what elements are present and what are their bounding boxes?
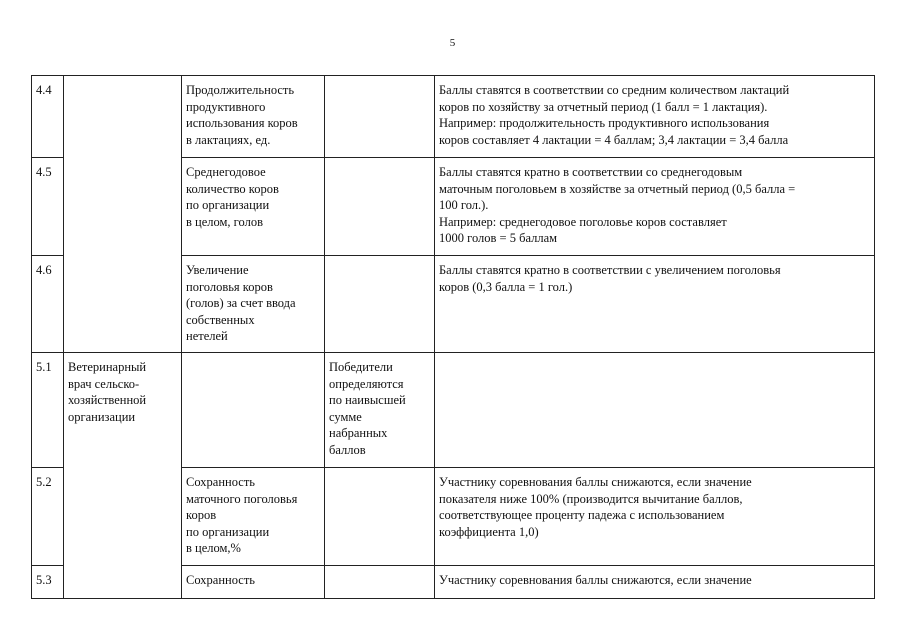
scoring-cell: Баллы ставятся кратно в соответствии с увеличением поголовья коров (0,3 балла = 1 гол.) xyxy=(435,256,875,353)
criteria-cell xyxy=(325,566,435,599)
indicator-cell xyxy=(182,353,325,468)
row-number: 4.5 xyxy=(32,158,64,256)
indicator-cell: Среднегодовое количество коров по организации в целом, голов xyxy=(182,158,325,256)
scoring-cell xyxy=(435,353,875,468)
scoring-cell: Баллы ставятся кратно в соответствии со среднегодовым маточным поголовьем в хозяйстве за отчетный период (0,5 балла = 100 гол.). Например: среднегодовое поголовье коров составляет 1000 голов = 5 баллам xyxy=(435,158,875,256)
criteria-cell xyxy=(325,256,435,353)
row-number: 4.4 xyxy=(32,76,64,158)
row-number: 5.2 xyxy=(32,468,64,566)
criteria-cell xyxy=(325,76,435,158)
indicator-cell: Увеличение поголовья коров (голов) за счет ввода собственных нетелей xyxy=(182,256,325,353)
nomination-cell: Ветеринарный врач сельско- хозяйственной организации xyxy=(64,353,182,599)
scoring-cell: Участнику соревнования баллы снижаются, если значение xyxy=(435,566,875,599)
scoring-cell: Баллы ставятся в соответствии со средним количеством лактаций коров по хозяйству за отчетный период (1 балл = 1 лактация). Например: продолжительность продуктивного использования коров составляет 4 лактации = 4 баллам; 3,4 лактации = 3,4 балла xyxy=(435,76,875,158)
table-row xyxy=(32,353,875,468)
indicator-cell: Сохранность маточного поголовья коров по организации в целом,% xyxy=(182,468,325,566)
criteria-cell xyxy=(325,158,435,256)
nomination-cell xyxy=(64,76,182,353)
scoring-cell: Участнику соревнования баллы снижаются, если значение показателя ниже 100% (производится вычитание баллов, соответствующее проценту падежа с использованием коэффициента 1,0) xyxy=(435,468,875,566)
criteria-cell xyxy=(325,468,435,566)
nomination-table xyxy=(31,75,875,599)
row-number: 5.1 xyxy=(32,353,64,468)
criteria-cell: Победители определяются по наивысшей сумме набранных баллов xyxy=(325,353,435,468)
indicator-cell: Сохранность xyxy=(182,566,325,599)
row-number: 5.3 xyxy=(32,566,64,599)
indicator-cell: Продолжительность продуктивного использования коров в лактациях, ед. xyxy=(182,76,325,158)
page-number: 5 xyxy=(449,37,456,49)
table-row xyxy=(32,76,875,158)
row-number: 4.6 xyxy=(32,256,64,353)
